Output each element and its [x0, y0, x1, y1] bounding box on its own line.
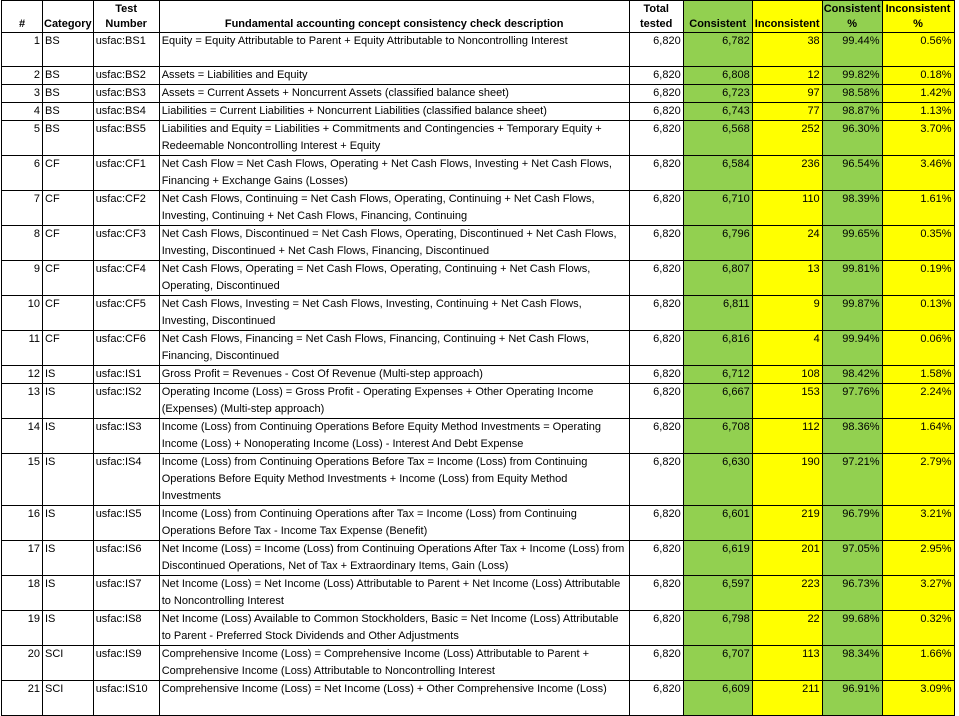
cell-inconsistent[interactable]: 190: [752, 454, 822, 506]
cell-inconsistent-pct[interactable]: 0.06%: [882, 331, 954, 366]
cell-inconsistent[interactable]: 252: [752, 121, 822, 156]
cell-total-tested[interactable]: 6,820: [629, 103, 683, 121]
cell-inconsistent[interactable]: 24: [752, 226, 822, 261]
cell-num[interactable]: 18: [2, 576, 43, 611]
cell-description[interactable]: Net Cash Flows, Investing = Net Cash Flows, Investing, Continuing + Net Cash Flows, Investing, Discontinued: [159, 296, 629, 331]
header-num[interactable]: #: [2, 1, 43, 33]
header-category[interactable]: Category: [43, 1, 94, 33]
cell-description[interactable]: Net Cash Flow = Net Cash Flows, Operating + Net Cash Flows, Investing + Net Cash Flows, Financing + Exchange Gains (Losses): [159, 156, 629, 191]
cell-total-tested[interactable]: 6,820: [629, 261, 683, 296]
cell-test-number[interactable]: usfac:IS5: [93, 506, 159, 541]
cell-inconsistent[interactable]: 153: [752, 384, 822, 419]
cell-num[interactable]: 10: [2, 296, 43, 331]
cell-inconsistent-pct[interactable]: 1.66%: [882, 646, 954, 681]
cell-consistent-pct[interactable]: 98.39%: [822, 191, 882, 226]
cell-num[interactable]: 12: [2, 366, 43, 384]
cell-consistent-pct[interactable]: 97.05%: [822, 541, 882, 576]
cell-inconsistent[interactable]: 9: [752, 296, 822, 331]
cell-consistent-pct[interactable]: 99.65%: [822, 226, 882, 261]
cell-consistent-pct[interactable]: 99.68%: [822, 611, 882, 646]
cell-consistent-pct[interactable]: 96.73%: [822, 576, 882, 611]
header-row: [2, 1, 955, 33]
cell-test-number[interactable]: usfac:IS8: [93, 611, 159, 646]
header-inconsistent[interactable]: Inconsistent: [752, 1, 822, 33]
cell-inconsistent[interactable]: 12: [752, 67, 822, 85]
cell-inconsistent[interactable]: 211: [752, 681, 822, 716]
cell-consistent[interactable]: 6,707: [683, 646, 752, 681]
cell-total-tested[interactable]: 6,820: [629, 419, 683, 454]
cell-description[interactable]: Net Cash Flows, Financing = Net Cash Flows, Financing, Continuing + Net Cash Flows, Financing, Discontinued: [159, 331, 629, 366]
cell-inconsistent-pct[interactable]: 2.95%: [882, 541, 954, 576]
header-consistent[interactable]: Consistent: [683, 1, 752, 33]
cell-total-tested[interactable]: 6,820: [629, 366, 683, 384]
cell-inconsistent-pct[interactable]: 1.64%: [882, 419, 954, 454]
cell-consistent[interactable]: 6,712: [683, 366, 752, 384]
cell-inconsistent[interactable]: 22: [752, 611, 822, 646]
cell-consistent[interactable]: 6,609: [683, 681, 752, 716]
cell-description[interactable]: Assets = Liabilities and Equity: [159, 67, 629, 85]
cell-consistent-pct[interactable]: 96.79%: [822, 506, 882, 541]
table-row: [2, 85, 955, 103]
cell-test-number[interactable]: usfac:BS1: [93, 33, 159, 67]
cell-description[interactable]: Income (Loss) from Continuing Operations after Tax = Income (Loss) from Continuing Operations Before Tax - Income Tax Expense (Benefit): [159, 506, 629, 541]
table-row: [2, 67, 955, 85]
cell-category[interactable]: CF: [43, 226, 94, 261]
cell-consistent[interactable]: 6,798: [683, 611, 752, 646]
table-row: [2, 611, 955, 646]
cell-total-tested[interactable]: 6,820: [629, 681, 683, 716]
cell-total-tested[interactable]: 6,820: [629, 226, 683, 261]
cell-num[interactable]: 7: [2, 191, 43, 226]
cell-consistent-pct[interactable]: 98.36%: [822, 419, 882, 454]
cell-consistent[interactable]: 6,811: [683, 296, 752, 331]
cell-category[interactable]: IS: [43, 506, 94, 541]
cell-category[interactable]: CF: [43, 156, 94, 191]
header-inconsistent-pct[interactable]: Inconsistent %: [882, 1, 954, 33]
table-row: [2, 331, 955, 366]
spreadsheet: [1, 0, 955, 716]
cell-inconsistent-pct[interactable]: 3.70%: [882, 121, 954, 156]
cell-category[interactable]: IS: [43, 454, 94, 506]
cell-consistent[interactable]: 6,619: [683, 541, 752, 576]
cell-category[interactable]: IS: [43, 384, 94, 419]
cell-test-number[interactable]: usfac:IS9: [93, 646, 159, 681]
cell-total-tested[interactable]: 6,820: [629, 576, 683, 611]
header-total-tested[interactable]: Total tested: [629, 1, 683, 33]
cell-num[interactable]: 3: [2, 85, 43, 103]
cell-test-number[interactable]: usfac:IS3: [93, 419, 159, 454]
cell-test-number[interactable]: usfac:IS6: [93, 541, 159, 576]
table-row: [2, 454, 955, 506]
table-row: [2, 541, 955, 576]
cell-num[interactable]: 20: [2, 646, 43, 681]
cell-num[interactable]: 16: [2, 506, 43, 541]
cell-consistent-pct[interactable]: 99.81%: [822, 261, 882, 296]
cell-total-tested[interactable]: 6,820: [629, 646, 683, 681]
cell-num[interactable]: 4: [2, 103, 43, 121]
cell-description[interactable]: Liabilities = Current Liabilities + Noncurrent Liabilities (classified balance sheet): [159, 103, 629, 121]
cell-num[interactable]: 21: [2, 681, 43, 716]
cell-consistent[interactable]: 6,782: [683, 33, 752, 67]
cell-description[interactable]: Liabilities and Equity = Liabilities + Commitments and Contingencies + Temporary Equity + Redeemable Noncontrolling Interest + Equity: [159, 121, 629, 156]
cell-inconsistent-pct[interactable]: 3.27%: [882, 576, 954, 611]
cell-consistent[interactable]: 6,743: [683, 103, 752, 121]
cell-category[interactable]: CF: [43, 296, 94, 331]
cell-consistent-pct[interactable]: 97.76%: [822, 384, 882, 419]
cell-test-number[interactable]: usfac:IS4: [93, 454, 159, 506]
cell-description[interactable]: Net Income (Loss) = Net Income (Loss) Attributable to Parent + Net Income (Loss) Attributable to Noncontrolling Interest: [159, 576, 629, 611]
cell-category[interactable]: SCI: [43, 646, 94, 681]
cell-inconsistent[interactable]: 236: [752, 156, 822, 191]
cell-test-number[interactable]: usfac:CF2: [93, 191, 159, 226]
table-row: [2, 191, 955, 226]
cell-inconsistent-pct[interactable]: 3.21%: [882, 506, 954, 541]
cell-inconsistent[interactable]: 38: [752, 33, 822, 67]
cell-test-number[interactable]: usfac:IS10: [93, 681, 159, 716]
cell-test-number[interactable]: usfac:BS5: [93, 121, 159, 156]
cell-total-tested[interactable]: 6,820: [629, 506, 683, 541]
table-row: [2, 506, 955, 541]
table-row: [2, 121, 955, 156]
cell-total-tested[interactable]: 6,820: [629, 191, 683, 226]
cell-test-number[interactable]: usfac:IS1: [93, 366, 159, 384]
cell-consistent[interactable]: 6,723: [683, 85, 752, 103]
cell-consistent-pct[interactable]: 98.87%: [822, 103, 882, 121]
cell-num[interactable]: 17: [2, 541, 43, 576]
cell-inconsistent[interactable]: 113: [752, 646, 822, 681]
cell-consistent-pct[interactable]: 97.21%: [822, 454, 882, 506]
cell-consistent[interactable]: 6,667: [683, 384, 752, 419]
cell-inconsistent-pct[interactable]: 2.79%: [882, 454, 954, 506]
cell-consistent[interactable]: 6,816: [683, 331, 752, 366]
cell-total-tested[interactable]: 6,820: [629, 384, 683, 419]
cell-inconsistent[interactable]: 4: [752, 331, 822, 366]
cell-description[interactable]: Comprehensive Income (Loss) = Net Income (Loss) + Other Comprehensive Income (Loss): [159, 681, 629, 716]
cell-category[interactable]: IS: [43, 366, 94, 384]
cell-num[interactable]: 2: [2, 67, 43, 85]
cell-description[interactable]: Net Income (Loss) Available to Common Stockholders, Basic = Net Income (Loss) Attributable to Parent - Preferred Stock Dividends and Other Adjustments: [159, 611, 629, 646]
cell-test-number[interactable]: usfac:CF4: [93, 261, 159, 296]
cell-consistent-pct[interactable]: 99.82%: [822, 67, 882, 85]
table-row: [2, 366, 955, 384]
cell-consistent-pct[interactable]: 98.42%: [822, 366, 882, 384]
cell-test-number[interactable]: usfac:CF6: [93, 331, 159, 366]
cell-category[interactable]: BS: [43, 85, 94, 103]
cell-consistent-pct[interactable]: 99.87%: [822, 296, 882, 331]
cell-description[interactable]: Income (Loss) from Continuing Operations Before Tax = Income (Loss) from Continuing Operations Before Equity Method Investments + Income (Loss) from Equity Method Investments: [159, 454, 629, 506]
cell-total-tested[interactable]: 6,820: [629, 454, 683, 506]
table-row: [2, 103, 955, 121]
cell-test-number[interactable]: usfac:IS7: [93, 576, 159, 611]
cell-total-tested[interactable]: 6,820: [629, 85, 683, 103]
table-row: [2, 156, 955, 191]
cell-inconsistent-pct[interactable]: 0.13%: [882, 296, 954, 331]
cell-category[interactable]: CF: [43, 261, 94, 296]
table-row: [2, 261, 955, 296]
cell-consistent-pct[interactable]: 98.34%: [822, 646, 882, 681]
cell-inconsistent-pct[interactable]: 0.32%: [882, 611, 954, 646]
cell-inconsistent-pct[interactable]: 3.09%: [882, 681, 954, 716]
cell-num[interactable]: 9: [2, 261, 43, 296]
table-row: [2, 646, 955, 681]
cell-total-tested[interactable]: 6,820: [629, 331, 683, 366]
cell-category[interactable]: SCI: [43, 681, 94, 716]
cell-inconsistent-pct[interactable]: 1.61%: [882, 191, 954, 226]
cell-category[interactable]: IS: [43, 541, 94, 576]
table-row: [2, 419, 955, 454]
cell-category[interactable]: IS: [43, 611, 94, 646]
table-row: [2, 681, 955, 716]
cell-category[interactable]: CF: [43, 191, 94, 226]
cell-consistent[interactable]: 6,584: [683, 156, 752, 191]
cell-inconsistent[interactable]: 110: [752, 191, 822, 226]
table-row: [2, 33, 955, 67]
cell-test-number[interactable]: usfac:CF3: [93, 226, 159, 261]
cell-num[interactable]: 5: [2, 121, 43, 156]
table-row: [2, 576, 955, 611]
cell-consistent-pct[interactable]: 99.94%: [822, 331, 882, 366]
cell-description[interactable]: Operating Income (Loss) = Gross Profit - Operating Expenses + Other Operating Income (Expenses) (Multi-step approach): [159, 384, 629, 419]
cell-num[interactable]: 1: [2, 33, 43, 67]
cell-total-tested[interactable]: 6,820: [629, 541, 683, 576]
cell-total-tested[interactable]: 6,820: [629, 296, 683, 331]
cell-inconsistent-pct[interactable]: 3.46%: [882, 156, 954, 191]
cell-num[interactable]: 14: [2, 419, 43, 454]
cell-consistent[interactable]: 6,568: [683, 121, 752, 156]
cell-num[interactable]: 15: [2, 454, 43, 506]
cell-consistent[interactable]: 6,601: [683, 506, 752, 541]
cell-total-tested[interactable]: 6,820: [629, 611, 683, 646]
cell-inconsistent-pct[interactable]: 0.19%: [882, 261, 954, 296]
cell-inconsistent-pct[interactable]: 2.24%: [882, 384, 954, 419]
cell-inconsistent-pct[interactable]: 1.13%: [882, 103, 954, 121]
cell-category[interactable]: BS: [43, 121, 94, 156]
consistency-check-table: [1, 0, 955, 716]
cell-consistent-pct[interactable]: 96.30%: [822, 121, 882, 156]
cell-inconsistent-pct[interactable]: 0.35%: [882, 226, 954, 261]
cell-inconsistent-pct[interactable]: 1.58%: [882, 366, 954, 384]
cell-consistent[interactable]: 6,807: [683, 261, 752, 296]
cell-inconsistent-pct[interactable]: 0.18%: [882, 67, 954, 85]
cell-category[interactable]: IS: [43, 419, 94, 454]
cell-consistent-pct[interactable]: 99.44%: [822, 33, 882, 67]
cell-inconsistent-pct[interactable]: 1.42%: [882, 85, 954, 103]
cell-description[interactable]: Net Cash Flows, Operating = Net Cash Flows, Operating, Continuing + Net Cash Flows, Operating, Discontinued: [159, 261, 629, 296]
cell-num[interactable]: 6: [2, 156, 43, 191]
cell-description[interactable]: Equity = Equity Attributable to Parent + Equity Attributable to Noncontrolling Interest: [159, 33, 629, 67]
table-row: [2, 226, 955, 261]
cell-inconsistent[interactable]: 219: [752, 506, 822, 541]
cell-inconsistent[interactable]: 201: [752, 541, 822, 576]
cell-category[interactable]: BS: [43, 33, 94, 67]
cell-description[interactable]: Income (Loss) from Continuing Operations Before Equity Method Investments = Operating Income (Loss) + Nonoperating Income (Loss) - Interest And Debt Expense: [159, 419, 629, 454]
cell-inconsistent[interactable]: 13: [752, 261, 822, 296]
cell-consistent[interactable]: 6,630: [683, 454, 752, 506]
cell-description[interactable]: Comprehensive Income (Loss) = Comprehensive Income (Loss) Attributable to Parent + Comprehensive Income (Loss) Attributable to Noncontrolling Interest: [159, 646, 629, 681]
cell-description[interactable]: Assets = Current Assets + Noncurrent Assets (classified balance sheet): [159, 85, 629, 103]
cell-consistent-pct[interactable]: 98.58%: [822, 85, 882, 103]
cell-inconsistent[interactable]: 97: [752, 85, 822, 103]
cell-consistent[interactable]: 6,597: [683, 576, 752, 611]
cell-description[interactable]: Gross Profit = Revenues - Cost Of Revenue (Multi-step approach): [159, 366, 629, 384]
cell-consistent[interactable]: 6,710: [683, 191, 752, 226]
cell-test-number[interactable]: usfac:BS3: [93, 85, 159, 103]
cell-num[interactable]: 19: [2, 611, 43, 646]
cell-description[interactable]: Net Cash Flows, Discontinued = Net Cash Flows, Operating, Discontinued + Net Cash Flows, Investing, Discontinued + Net Cash Flows, Financing, Discontinued: [159, 226, 629, 261]
cell-category[interactable]: BS: [43, 103, 94, 121]
cell-description[interactable]: Net Cash Flows, Continuing = Net Cash Flows, Operating, Continuing + Net Cash Flows, Investing, Continuing + Net Cash Flows, Financing, Continuing: [159, 191, 629, 226]
header-test-number[interactable]: Test Number: [93, 1, 159, 33]
header-description[interactable]: Fundamental accounting concept consistency check description: [159, 1, 629, 33]
table-row: [2, 296, 955, 331]
cell-test-number[interactable]: usfac:IS2: [93, 384, 159, 419]
table-body: [2, 33, 955, 716]
cell-consistent-pct[interactable]: 96.54%: [822, 156, 882, 191]
table-row: [2, 384, 955, 419]
cell-test-number[interactable]: usfac:BS2: [93, 67, 159, 85]
cell-consistent-pct[interactable]: 96.91%: [822, 681, 882, 716]
cell-total-tested[interactable]: 6,820: [629, 33, 683, 67]
cell-consistent[interactable]: 6,808: [683, 67, 752, 85]
cell-test-number[interactable]: usfac:BS4: [93, 103, 159, 121]
cell-num[interactable]: 11: [2, 331, 43, 366]
cell-total-tested[interactable]: 6,820: [629, 67, 683, 85]
cell-category[interactable]: IS: [43, 576, 94, 611]
cell-inconsistent[interactable]: 223: [752, 576, 822, 611]
cell-num[interactable]: 13: [2, 384, 43, 419]
cell-inconsistent-pct[interactable]: 0.56%: [882, 33, 954, 67]
cell-num[interactable]: 8: [2, 226, 43, 261]
cell-inconsistent[interactable]: 77: [752, 103, 822, 121]
cell-category[interactable]: BS: [43, 67, 94, 85]
cell-inconsistent[interactable]: 112: [752, 419, 822, 454]
cell-category[interactable]: CF: [43, 331, 94, 366]
cell-total-tested[interactable]: 6,820: [629, 121, 683, 156]
cell-total-tested[interactable]: 6,820: [629, 156, 683, 191]
cell-consistent[interactable]: 6,796: [683, 226, 752, 261]
cell-description[interactable]: Net Income (Loss) = Income (Loss) from Continuing Operations After Tax + Income (Loss) from Discontinued Operations, Net of Tax + Extraordinary Items, Gain (Loss): [159, 541, 629, 576]
cell-consistent[interactable]: 6,708: [683, 419, 752, 454]
cell-test-number[interactable]: usfac:CF1: [93, 156, 159, 191]
header-consistent-pct[interactable]: Consistent %: [822, 1, 882, 33]
cell-test-number[interactable]: usfac:CF5: [93, 296, 159, 331]
cell-inconsistent[interactable]: 108: [752, 366, 822, 384]
